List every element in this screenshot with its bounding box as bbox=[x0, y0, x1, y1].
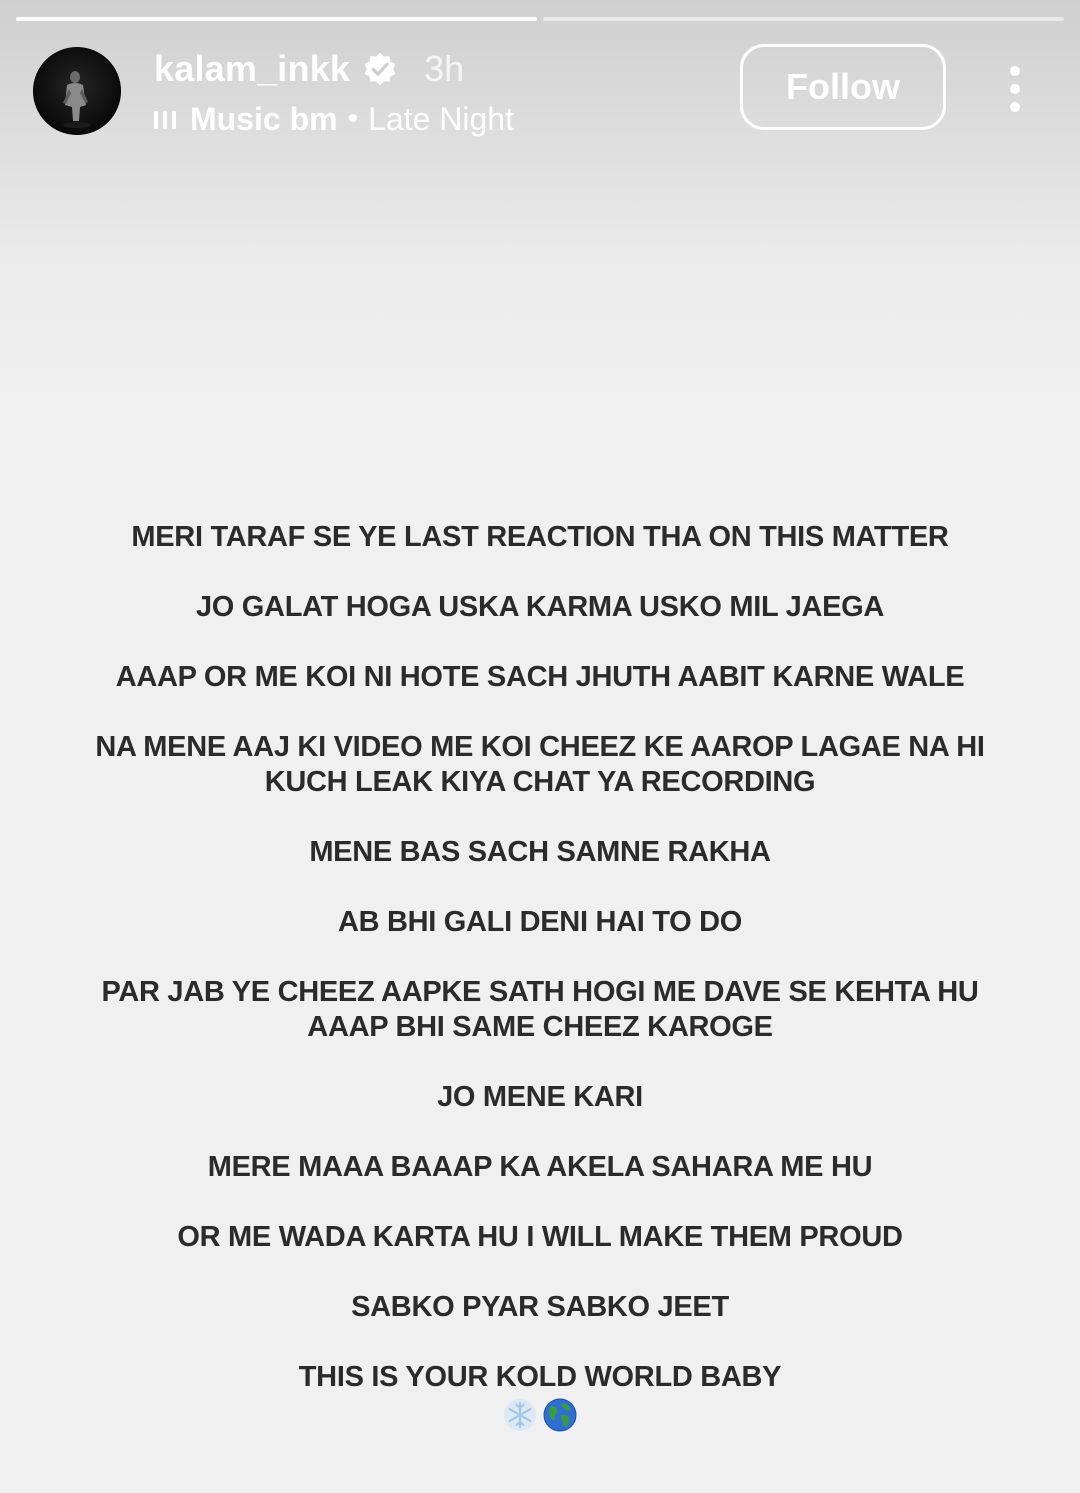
audio-bar bbox=[154, 111, 158, 129]
more-options-button[interactable] bbox=[992, 60, 1038, 118]
audio-bars-icon bbox=[154, 111, 176, 129]
story-text-line: JO MENE KARI bbox=[437, 1081, 643, 1113]
post-time: 3h bbox=[424, 48, 465, 89]
story-text-line: SABKO PYAR SABKO JEET bbox=[351, 1291, 729, 1323]
progress-segment bbox=[543, 17, 1064, 21]
music-info[interactable] bbox=[154, 98, 514, 140]
progress-fill bbox=[16, 17, 537, 21]
story-text-line: PAR JAB YE CHEEZ AAPKE SATH HOGI ME DAVE SE KEHTA HU AAAP BHI SAME CHEEZ KAROGE bbox=[101, 976, 979, 1043]
story-text bbox=[60, 520, 1020, 1435]
music-separator: • bbox=[347, 102, 359, 135]
more-vertical-icon bbox=[1010, 84, 1020, 94]
story-text-line: THIS IS YOUR KOLD WORLD BABY bbox=[298, 1361, 782, 1393]
story-text-line: OR ME WADA KARTA HU I WILL MAKE THEM PROUD bbox=[177, 1221, 903, 1253]
story-text-line: NA MENE AAJ KI VIDEO ME KOI CHEEZ KE AAROP LAGAE NA HI KUCH LEAK KIYA CHAT YA RECORDING bbox=[95, 731, 985, 798]
story-text-line: MERI TARAF SE YE LAST REACTION THA ON THIS MATTER bbox=[131, 521, 949, 553]
audio-bar bbox=[163, 111, 167, 129]
globe-emoji bbox=[542, 1397, 578, 1433]
progress-segment bbox=[16, 17, 537, 21]
avatar-image bbox=[33, 47, 121, 135]
username[interactable]: kalam_inkk bbox=[154, 48, 351, 89]
audio-bar bbox=[172, 111, 176, 129]
snowflake-emoji bbox=[502, 1397, 538, 1433]
music-track: Late Night bbox=[368, 100, 514, 137]
story-text-line: JO GALAT HOGA USKA KARMA USKO MIL JAEGA bbox=[195, 591, 885, 623]
story-text-line: MERE MAAA BAAAP KA AKELA SAHARA ME HU bbox=[207, 1151, 873, 1183]
music-artist: Music bm bbox=[190, 100, 338, 137]
verified-badge-icon bbox=[362, 51, 398, 87]
username-row bbox=[154, 46, 464, 92]
story-text-line: MENE BAS SACH SAMNE RAKHA bbox=[309, 836, 771, 868]
avatar[interactable] bbox=[33, 47, 121, 135]
emoji-row bbox=[60, 1395, 1020, 1435]
more-vertical-icon bbox=[1010, 102, 1020, 112]
more-vertical-icon bbox=[1010, 66, 1020, 76]
follow-button[interactable]: Follow bbox=[740, 44, 946, 130]
story-progress bbox=[16, 17, 1064, 21]
story-text-line: AAAP OR ME KOI NI HOTE SACH JHUTH AABIT KARNE WALE bbox=[115, 661, 965, 693]
story-text-line: AB BHI GALI DENI HAI TO DO bbox=[337, 906, 743, 938]
